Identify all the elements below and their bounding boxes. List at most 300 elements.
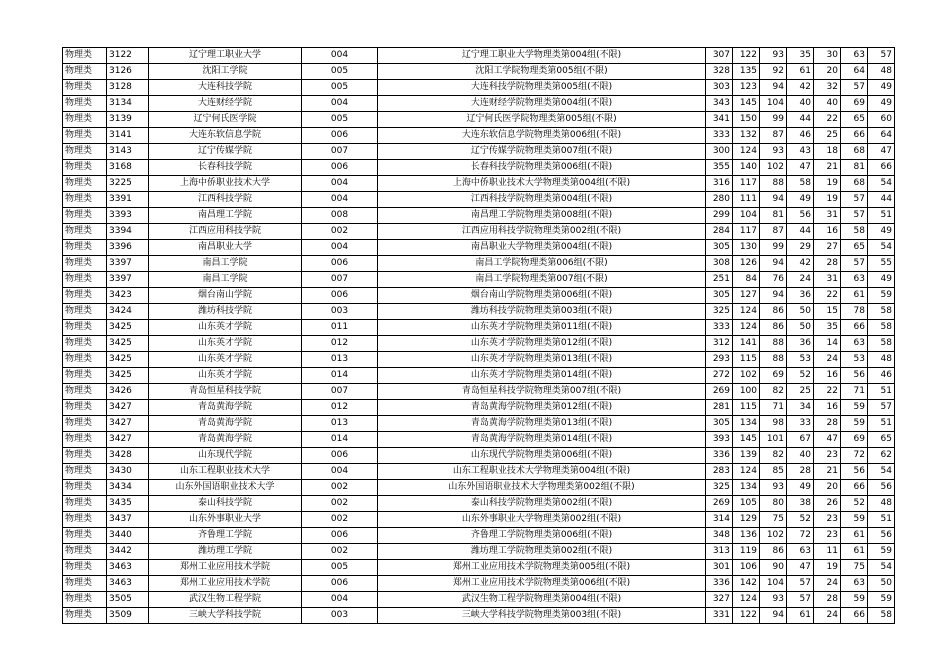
score-cell: 54 bbox=[868, 464, 895, 480]
group-name-cell: 齐鲁理工学院物理类第006组(不限) bbox=[378, 528, 706, 544]
score-cell: 341 bbox=[706, 112, 733, 128]
group-code-cell: 002 bbox=[302, 480, 378, 496]
group-name-cell: 青岛黄海学院物理类第013组(不限) bbox=[378, 416, 706, 432]
school-name-cell: 青岛黄海学院 bbox=[149, 432, 302, 448]
score-cell: 51 bbox=[868, 512, 895, 528]
score-cell: 60 bbox=[868, 112, 895, 128]
category-cell: 物理类 bbox=[63, 384, 107, 400]
score-cell: 124 bbox=[733, 304, 760, 320]
score-cell: 22 bbox=[814, 112, 841, 128]
score-cell: 102 bbox=[733, 368, 760, 384]
score-cell: 300 bbox=[706, 144, 733, 160]
table-row bbox=[63, 128, 895, 144]
group-code-cell: 007 bbox=[302, 144, 378, 160]
school-name-cell: 辽宁理工职业大学 bbox=[149, 48, 302, 64]
category-cell: 物理类 bbox=[63, 432, 107, 448]
score-cell: 98 bbox=[760, 416, 787, 432]
score-cell: 27 bbox=[814, 240, 841, 256]
category-cell: 物理类 bbox=[63, 128, 107, 144]
score-cell: 92 bbox=[760, 64, 787, 80]
score-cell: 11 bbox=[814, 544, 841, 560]
score-cell: 40 bbox=[787, 96, 814, 112]
score-cell: 34 bbox=[787, 400, 814, 416]
school-code-cell: 3225 bbox=[107, 176, 149, 192]
score-cell: 76 bbox=[760, 272, 787, 288]
score-cell: 104 bbox=[760, 96, 787, 112]
score-cell: 21 bbox=[814, 464, 841, 480]
score-cell: 36 bbox=[787, 336, 814, 352]
score-cell: 30 bbox=[814, 48, 841, 64]
category-cell: 物理类 bbox=[63, 368, 107, 384]
table-row bbox=[63, 224, 895, 240]
group-code-cell: 006 bbox=[302, 256, 378, 272]
group-name-cell: 辽宁传媒学院物理类第007组(不限) bbox=[378, 144, 706, 160]
score-cell: 50 bbox=[787, 304, 814, 320]
category-cell: 物理类 bbox=[63, 496, 107, 512]
score-cell: 312 bbox=[706, 336, 733, 352]
group-code-cell: 014 bbox=[302, 368, 378, 384]
school-name-cell: 大连东软信息学院 bbox=[149, 128, 302, 144]
category-cell: 物理类 bbox=[63, 272, 107, 288]
score-cell: 53 bbox=[841, 352, 868, 368]
category-cell: 物理类 bbox=[63, 48, 107, 64]
score-cell: 75 bbox=[841, 560, 868, 576]
school-code-cell: 3168 bbox=[107, 160, 149, 176]
table-row bbox=[63, 608, 895, 624]
score-cell: 61 bbox=[787, 64, 814, 80]
score-cell: 336 bbox=[706, 448, 733, 464]
score-cell: 59 bbox=[868, 592, 895, 608]
school-name-cell: 大连科技学院 bbox=[149, 80, 302, 96]
table-row bbox=[63, 400, 895, 416]
group-code-cell: 004 bbox=[302, 48, 378, 64]
group-code-cell: 006 bbox=[302, 160, 378, 176]
category-cell: 物理类 bbox=[63, 608, 107, 624]
admission-score-table bbox=[62, 47, 895, 624]
score-cell: 141 bbox=[733, 336, 760, 352]
score-cell: 305 bbox=[706, 240, 733, 256]
score-cell: 142 bbox=[733, 576, 760, 592]
score-cell: 19 bbox=[814, 176, 841, 192]
group-code-cell: 004 bbox=[302, 192, 378, 208]
score-cell: 87 bbox=[760, 224, 787, 240]
score-cell: 16 bbox=[814, 400, 841, 416]
school-code-cell: 3434 bbox=[107, 480, 149, 496]
score-cell: 269 bbox=[706, 496, 733, 512]
score-cell: 134 bbox=[733, 416, 760, 432]
group-name-cell: 南昌工学院物理类第007组(不限) bbox=[378, 272, 706, 288]
score-cell: 305 bbox=[706, 416, 733, 432]
category-cell: 物理类 bbox=[63, 208, 107, 224]
school-name-cell: 山东英才学院 bbox=[149, 336, 302, 352]
score-cell: 35 bbox=[787, 48, 814, 64]
group-code-cell: 002 bbox=[302, 544, 378, 560]
group-name-cell: 大连科技学院物理类第005组(不限) bbox=[378, 80, 706, 96]
group-name-cell: 长春科技学院物理类第006组(不限) bbox=[378, 160, 706, 176]
school-code-cell: 3505 bbox=[107, 592, 149, 608]
score-cell: 127 bbox=[733, 288, 760, 304]
category-cell: 物理类 bbox=[63, 560, 107, 576]
score-cell: 307 bbox=[706, 48, 733, 64]
score-cell: 93 bbox=[760, 592, 787, 608]
school-name-cell: 辽宁传媒学院 bbox=[149, 144, 302, 160]
score-cell: 94 bbox=[760, 288, 787, 304]
group-name-cell: 南昌理工学院物理类第008组(不限) bbox=[378, 208, 706, 224]
score-cell: 93 bbox=[760, 480, 787, 496]
school-name-cell: 青岛黄海学院 bbox=[149, 400, 302, 416]
group-code-cell: 012 bbox=[302, 400, 378, 416]
score-cell: 102 bbox=[760, 160, 787, 176]
group-code-cell: 005 bbox=[302, 64, 378, 80]
school-code-cell: 3394 bbox=[107, 224, 149, 240]
score-cell: 28 bbox=[814, 592, 841, 608]
score-cell: 54 bbox=[868, 176, 895, 192]
score-cell: 54 bbox=[868, 240, 895, 256]
score-cell: 15 bbox=[814, 304, 841, 320]
group-name-cell: 郑州工业应用技术学院物理类第006组(不限) bbox=[378, 576, 706, 592]
score-cell: 102 bbox=[760, 528, 787, 544]
category-cell: 物理类 bbox=[63, 112, 107, 128]
score-cell: 58 bbox=[868, 304, 895, 320]
score-cell: 303 bbox=[706, 80, 733, 96]
table-row bbox=[63, 112, 895, 128]
group-name-cell: 烟台南山学院物理类第006组(不限) bbox=[378, 288, 706, 304]
category-cell: 物理类 bbox=[63, 336, 107, 352]
score-cell: 145 bbox=[733, 96, 760, 112]
group-code-cell: 006 bbox=[302, 576, 378, 592]
school-name-cell: 江西科技学院 bbox=[149, 192, 302, 208]
table-row bbox=[63, 160, 895, 176]
school-name-cell: 烟台南山学院 bbox=[149, 288, 302, 304]
score-cell: 122 bbox=[733, 48, 760, 64]
school-code-cell: 3427 bbox=[107, 400, 149, 416]
score-cell: 135 bbox=[733, 64, 760, 80]
score-cell: 111 bbox=[733, 192, 760, 208]
score-cell: 88 bbox=[760, 336, 787, 352]
score-cell: 86 bbox=[760, 320, 787, 336]
score-cell: 115 bbox=[733, 352, 760, 368]
score-cell: 331 bbox=[706, 608, 733, 624]
score-cell: 48 bbox=[868, 496, 895, 512]
score-cell: 42 bbox=[787, 256, 814, 272]
table-row bbox=[63, 352, 895, 368]
score-cell: 24 bbox=[814, 352, 841, 368]
table-row bbox=[63, 192, 895, 208]
group-code-cell: 006 bbox=[302, 528, 378, 544]
group-code-cell: 013 bbox=[302, 352, 378, 368]
school-code-cell: 3509 bbox=[107, 608, 149, 624]
score-cell: 104 bbox=[733, 208, 760, 224]
school-code-cell: 3141 bbox=[107, 128, 149, 144]
score-cell: 100 bbox=[733, 384, 760, 400]
score-cell: 14 bbox=[814, 336, 841, 352]
score-cell: 66 bbox=[841, 608, 868, 624]
school-name-cell: 沈阳工学院 bbox=[149, 64, 302, 80]
group-code-cell: 002 bbox=[302, 224, 378, 240]
score-cell: 33 bbox=[787, 416, 814, 432]
school-code-cell: 3425 bbox=[107, 368, 149, 384]
score-cell: 16 bbox=[814, 368, 841, 384]
score-cell: 63 bbox=[841, 48, 868, 64]
score-cell: 101 bbox=[760, 432, 787, 448]
score-cell: 51 bbox=[868, 208, 895, 224]
group-code-cell: 002 bbox=[302, 512, 378, 528]
score-cell: 69 bbox=[841, 96, 868, 112]
score-cell: 251 bbox=[706, 272, 733, 288]
score-cell: 280 bbox=[706, 192, 733, 208]
score-cell: 44 bbox=[868, 192, 895, 208]
score-cell: 64 bbox=[868, 128, 895, 144]
score-cell: 129 bbox=[733, 512, 760, 528]
school-name-cell: 山东外事职业大学 bbox=[149, 512, 302, 528]
group-name-cell: 辽宁何氏医学院物理类第005组(不限) bbox=[378, 112, 706, 128]
score-cell: 57 bbox=[841, 256, 868, 272]
school-code-cell: 3427 bbox=[107, 416, 149, 432]
school-code-cell: 3393 bbox=[107, 208, 149, 224]
category-cell: 物理类 bbox=[63, 256, 107, 272]
category-cell: 物理类 bbox=[63, 160, 107, 176]
group-name-cell: 辽宁理工职业大学物理类第004组(不限) bbox=[378, 48, 706, 64]
table-row bbox=[63, 208, 895, 224]
group-code-cell: 006 bbox=[302, 128, 378, 144]
table-row bbox=[63, 384, 895, 400]
score-cell: 24 bbox=[814, 608, 841, 624]
score-cell: 59 bbox=[841, 400, 868, 416]
group-code-cell: 011 bbox=[302, 320, 378, 336]
score-cell: 57 bbox=[841, 208, 868, 224]
score-cell: 88 bbox=[760, 176, 787, 192]
score-cell: 126 bbox=[733, 256, 760, 272]
score-cell: 38 bbox=[787, 496, 814, 512]
school-name-cell: 山东外国语职业技术大学 bbox=[149, 480, 302, 496]
category-cell: 物理类 bbox=[63, 480, 107, 496]
score-cell: 269 bbox=[706, 384, 733, 400]
school-name-cell: 潍坊理工学院 bbox=[149, 544, 302, 560]
score-cell: 49 bbox=[787, 192, 814, 208]
school-name-cell: 南昌理工学院 bbox=[149, 208, 302, 224]
table-row bbox=[63, 256, 895, 272]
school-name-cell: 齐鲁理工学院 bbox=[149, 528, 302, 544]
school-name-cell: 山东英才学院 bbox=[149, 352, 302, 368]
score-cell: 28 bbox=[814, 416, 841, 432]
score-cell: 150 bbox=[733, 112, 760, 128]
score-cell: 66 bbox=[841, 128, 868, 144]
score-cell: 19 bbox=[814, 192, 841, 208]
table-row bbox=[63, 592, 895, 608]
score-cell: 94 bbox=[760, 80, 787, 96]
group-name-cell: 潍坊科技学院物理类第003组(不限) bbox=[378, 304, 706, 320]
score-cell: 49 bbox=[868, 224, 895, 240]
school-name-cell: 潍坊科技学院 bbox=[149, 304, 302, 320]
table-row bbox=[63, 80, 895, 96]
school-name-cell: 南昌工学院 bbox=[149, 272, 302, 288]
school-code-cell: 3122 bbox=[107, 48, 149, 64]
school-code-cell: 3440 bbox=[107, 528, 149, 544]
score-cell: 43 bbox=[787, 144, 814, 160]
school-name-cell: 长春科技学院 bbox=[149, 160, 302, 176]
school-code-cell: 3128 bbox=[107, 80, 149, 96]
table-row bbox=[63, 432, 895, 448]
score-cell: 134 bbox=[733, 480, 760, 496]
score-cell: 57 bbox=[787, 576, 814, 592]
group-code-cell: 005 bbox=[302, 112, 378, 128]
score-cell: 55 bbox=[868, 256, 895, 272]
score-cell: 284 bbox=[706, 224, 733, 240]
score-cell: 57 bbox=[841, 80, 868, 96]
category-cell: 物理类 bbox=[63, 352, 107, 368]
score-cell: 58 bbox=[841, 224, 868, 240]
group-name-cell: 潍坊理工学院物理类第002组(不限) bbox=[378, 544, 706, 560]
score-cell: 23 bbox=[814, 528, 841, 544]
score-cell: 20 bbox=[814, 480, 841, 496]
score-cell: 32 bbox=[814, 80, 841, 96]
score-cell: 67 bbox=[787, 432, 814, 448]
school-name-cell: 辽宁何氏医学院 bbox=[149, 112, 302, 128]
score-cell: 314 bbox=[706, 512, 733, 528]
score-cell: 40 bbox=[814, 96, 841, 112]
score-cell: 140 bbox=[733, 160, 760, 176]
score-cell: 44 bbox=[787, 112, 814, 128]
group-name-cell: 山东外事职业大学物理类第002组(不限) bbox=[378, 512, 706, 528]
school-code-cell: 3463 bbox=[107, 576, 149, 592]
category-cell: 物理类 bbox=[63, 240, 107, 256]
score-cell: 65 bbox=[868, 432, 895, 448]
score-cell: 57 bbox=[841, 192, 868, 208]
table-row bbox=[63, 368, 895, 384]
group-name-cell: 上海中侨职业技术大学物理类第004组(不限) bbox=[378, 176, 706, 192]
category-cell: 物理类 bbox=[63, 192, 107, 208]
group-code-cell: 006 bbox=[302, 448, 378, 464]
score-cell: 23 bbox=[814, 512, 841, 528]
group-code-cell: 005 bbox=[302, 80, 378, 96]
group-name-cell: 山东英才学院物理类第011组(不限) bbox=[378, 320, 706, 336]
score-cell: 59 bbox=[841, 592, 868, 608]
category-cell: 物理类 bbox=[63, 512, 107, 528]
score-cell: 124 bbox=[733, 320, 760, 336]
category-cell: 物理类 bbox=[63, 304, 107, 320]
table-row bbox=[63, 96, 895, 112]
table-row bbox=[63, 464, 895, 480]
group-code-cell: 012 bbox=[302, 336, 378, 352]
group-name-cell: 泰山科技学院物理类第002组(不限) bbox=[378, 496, 706, 512]
table-row bbox=[63, 448, 895, 464]
table-row bbox=[63, 512, 895, 528]
score-cell: 56 bbox=[787, 208, 814, 224]
group-name-cell: 青岛黄海学院物理类第014组(不限) bbox=[378, 432, 706, 448]
table-row bbox=[63, 144, 895, 160]
score-cell: 124 bbox=[733, 144, 760, 160]
group-name-cell: 山东外国语职业技术大学物理类第002组(不限) bbox=[378, 480, 706, 496]
group-code-cell: 006 bbox=[302, 288, 378, 304]
score-cell: 63 bbox=[841, 336, 868, 352]
table-body bbox=[63, 48, 895, 624]
score-cell: 325 bbox=[706, 304, 733, 320]
school-code-cell: 3134 bbox=[107, 96, 149, 112]
school-code-cell: 3425 bbox=[107, 320, 149, 336]
school-code-cell: 3126 bbox=[107, 64, 149, 80]
school-name-cell: 青岛恒星科技学院 bbox=[149, 384, 302, 400]
school-code-cell: 3427 bbox=[107, 432, 149, 448]
score-cell: 99 bbox=[760, 240, 787, 256]
group-name-cell: 山东现代学院物理类第006组(不限) bbox=[378, 448, 706, 464]
score-cell: 93 bbox=[760, 48, 787, 64]
school-name-cell: 郑州工业应用技术学院 bbox=[149, 560, 302, 576]
score-cell: 393 bbox=[706, 432, 733, 448]
score-cell: 51 bbox=[868, 384, 895, 400]
score-cell: 333 bbox=[706, 128, 733, 144]
group-name-cell: 山东英才学院物理类第012组(不限) bbox=[378, 336, 706, 352]
group-name-cell: 山东工程职业技术大学物理类第004组(不限) bbox=[378, 464, 706, 480]
category-cell: 物理类 bbox=[63, 96, 107, 112]
score-cell: 119 bbox=[733, 544, 760, 560]
score-cell: 72 bbox=[787, 528, 814, 544]
score-cell: 124 bbox=[733, 464, 760, 480]
score-cell: 31 bbox=[814, 208, 841, 224]
category-cell: 物理类 bbox=[63, 176, 107, 192]
category-cell: 物理类 bbox=[63, 464, 107, 480]
score-cell: 94 bbox=[760, 192, 787, 208]
score-cell: 56 bbox=[868, 480, 895, 496]
category-cell: 物理类 bbox=[63, 400, 107, 416]
group-code-cell: 008 bbox=[302, 208, 378, 224]
score-cell: 22 bbox=[814, 288, 841, 304]
school-code-cell: 3424 bbox=[107, 304, 149, 320]
score-cell: 56 bbox=[868, 528, 895, 544]
score-cell: 56 bbox=[841, 368, 868, 384]
score-cell: 59 bbox=[841, 416, 868, 432]
school-code-cell: 3139 bbox=[107, 112, 149, 128]
score-cell: 59 bbox=[841, 512, 868, 528]
score-cell: 50 bbox=[787, 320, 814, 336]
score-cell: 90 bbox=[760, 560, 787, 576]
score-cell: 106 bbox=[733, 560, 760, 576]
table-row bbox=[63, 544, 895, 560]
score-cell: 53 bbox=[787, 352, 814, 368]
table-row bbox=[63, 528, 895, 544]
score-cell: 29 bbox=[787, 240, 814, 256]
score-cell: 336 bbox=[706, 576, 733, 592]
score-cell: 54 bbox=[868, 560, 895, 576]
score-cell: 72 bbox=[841, 448, 868, 464]
score-cell: 66 bbox=[841, 320, 868, 336]
group-code-cell: 003 bbox=[302, 304, 378, 320]
score-cell: 293 bbox=[706, 352, 733, 368]
score-cell: 61 bbox=[841, 528, 868, 544]
category-cell: 物理类 bbox=[63, 320, 107, 336]
table-row bbox=[63, 304, 895, 320]
score-cell: 66 bbox=[841, 480, 868, 496]
table-row bbox=[63, 176, 895, 192]
score-cell: 47 bbox=[868, 144, 895, 160]
score-cell: 82 bbox=[760, 448, 787, 464]
table-row bbox=[63, 336, 895, 352]
group-name-cell: 大连财经学院物理类第004组(不限) bbox=[378, 96, 706, 112]
group-code-cell: 004 bbox=[302, 592, 378, 608]
score-cell: 46 bbox=[868, 368, 895, 384]
score-cell: 61 bbox=[841, 288, 868, 304]
score-cell: 68 bbox=[841, 176, 868, 192]
score-cell: 63 bbox=[841, 576, 868, 592]
category-cell: 物理类 bbox=[63, 64, 107, 80]
score-cell: 348 bbox=[706, 528, 733, 544]
group-code-cell: 005 bbox=[302, 560, 378, 576]
score-cell: 272 bbox=[706, 368, 733, 384]
school-code-cell: 3425 bbox=[107, 336, 149, 352]
score-cell: 71 bbox=[760, 400, 787, 416]
score-cell: 78 bbox=[841, 304, 868, 320]
score-cell: 123 bbox=[733, 80, 760, 96]
score-cell: 62 bbox=[868, 448, 895, 464]
